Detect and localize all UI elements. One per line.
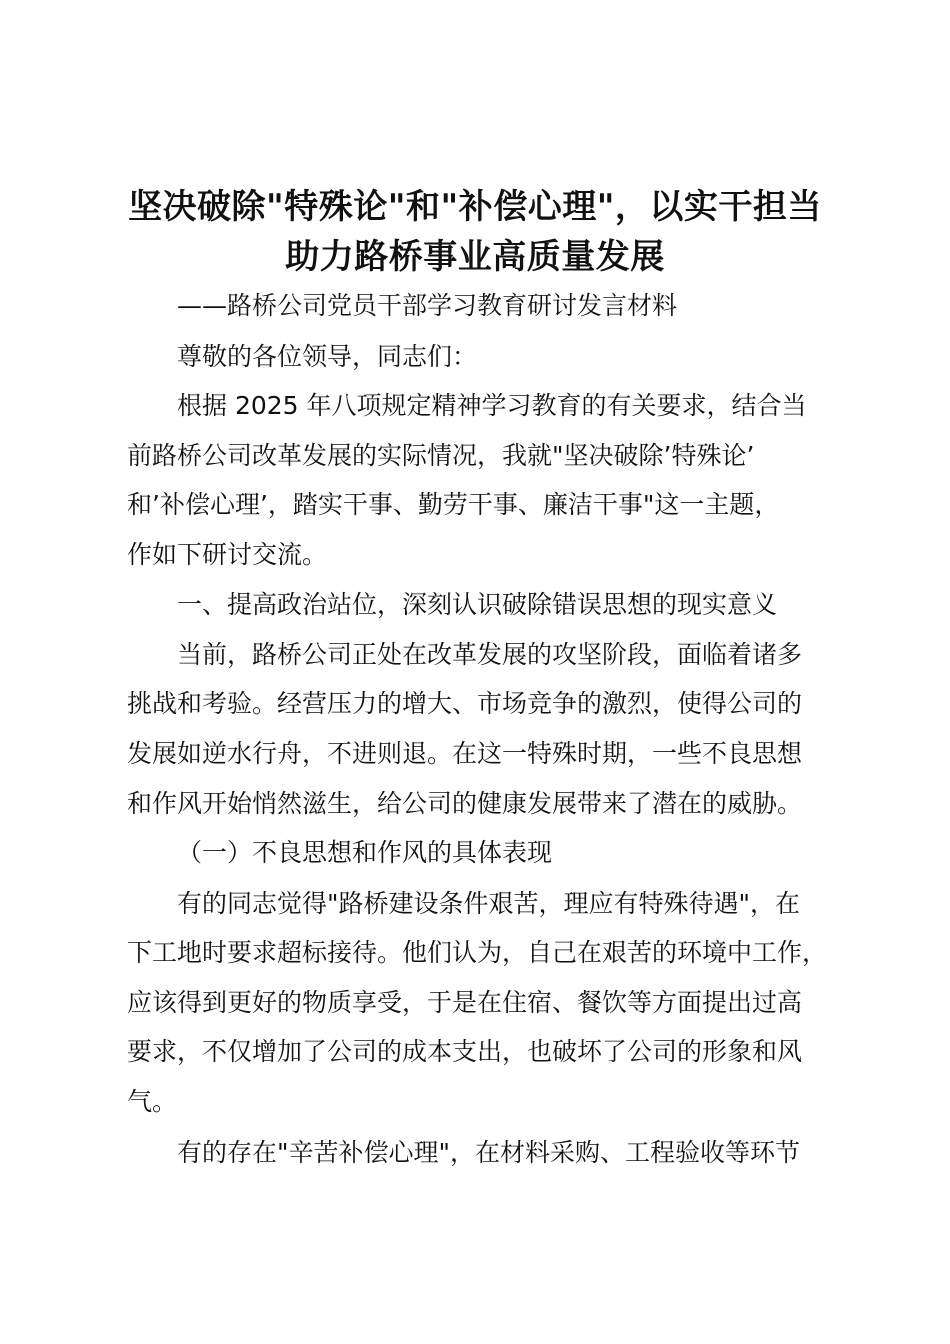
para-2-line-2: 下工地时要求超标接待。他们认为，自己在艰苦的环境中工作，: [127, 938, 828, 967]
subsection-1-heading: （一）不良思想和作风的具体表现: [177, 838, 553, 867]
document-title-line-2: 助力路桥事业高质量发展: [285, 237, 665, 277]
section-1-para-line-3: 发展如逆水行舟，不进则退。在这一特殊时期，一些不良思想: [127, 739, 803, 768]
para-2-line-3: 应该得到更好的物质享受，于是在住宿、餐饮等方面提出过高: [127, 988, 803, 1017]
para-2-line-4: 要求，不仅增加了公司的成本支出，也破坏了公司的形象和风: [127, 1037, 803, 1066]
document-subtitle: ——路桥公司党员干部学习教育研讨发言材料: [177, 291, 678, 320]
document-title-line-1: 坚决破除"特殊论"和"补偿心理"，以实干担当: [128, 187, 822, 227]
section-1-para-line-1: 当前，路桥公司正处在改革发展的攻坚阶段，面临着诸多: [177, 640, 803, 669]
para-2-line-5: 气。: [127, 1087, 178, 1116]
intro-line-4: 作如下研讨交流。: [127, 540, 328, 569]
intro-line-3: 和’补偿心理’，踏实干事、勤劳干事、廉洁干事"这一主题，: [127, 490, 780, 519]
para-3-line-1: 有的存在"辛苦补偿心理"，在材料采购、工程验收等环节: [177, 1138, 801, 1167]
section-1-para-line-4: 和作风开始悄然滋生，给公司的健康发展带来了潜在的威胁。: [127, 789, 803, 818]
salutation: 尊敬的各位领导，同志们：: [177, 342, 478, 371]
section-1-para-line-2: 挑战和考验。经营压力的增大、市场竞争的激烈，使得公司的: [127, 689, 803, 718]
intro-line-2: 前路桥公司改革发展的实际情况，我就"坚决破除’特殊论’: [127, 441, 755, 470]
section-1-heading: 一、提高政治站位，深刻认识破除错误思想的现实意义: [177, 590, 778, 619]
intro-line-1: 根据 2025 年八项规定精神学习教育的有关要求，结合当: [177, 391, 807, 420]
para-2-line-1: 有的同志觉得"路桥建设条件艰苦，理应有特殊待遇"，在: [177, 889, 801, 918]
